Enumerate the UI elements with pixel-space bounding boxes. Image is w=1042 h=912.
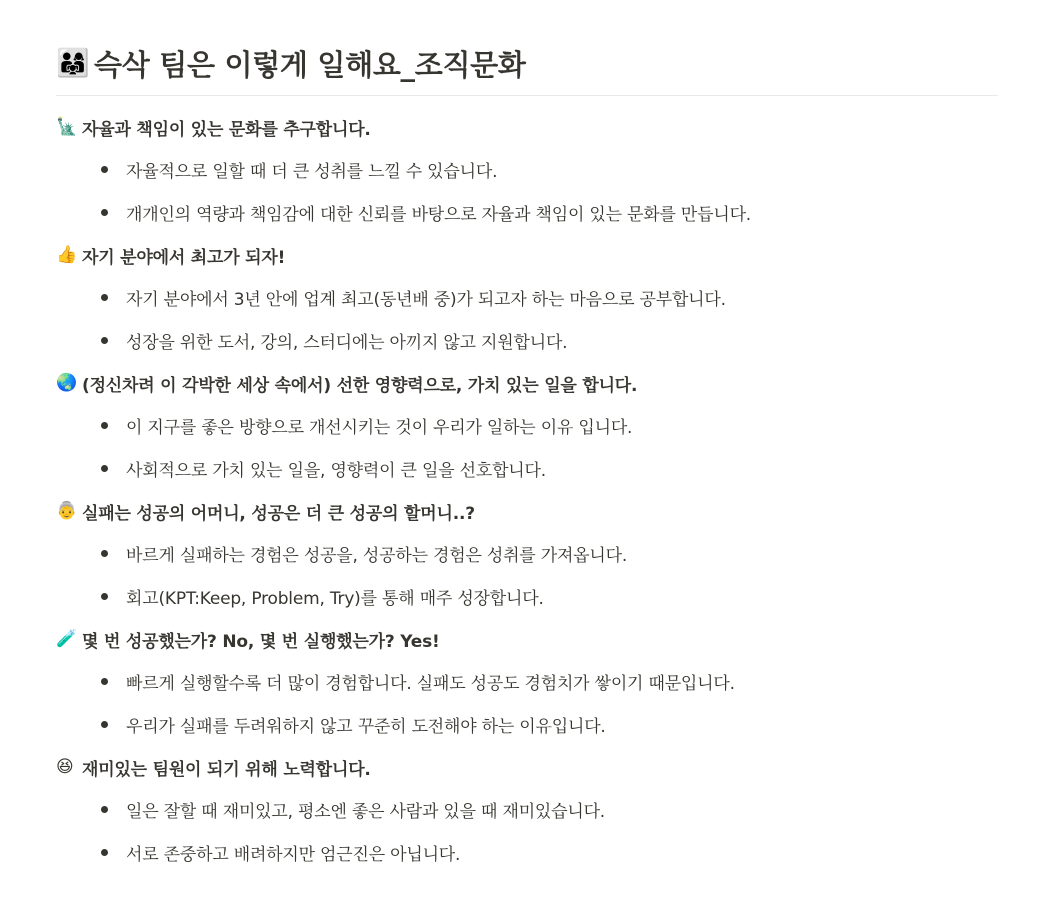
bullet-dot-icon [101, 721, 108, 728]
bullet-list [56, 532, 998, 618]
section-heading-text: 자기 분야에서 최고가 되자! [82, 247, 286, 268]
test-tube-icon: 🧪 [56, 628, 77, 649]
bullet-dot-icon [101, 166, 108, 173]
bullet-dot-icon [101, 550, 108, 557]
bullet-item[interactable] [56, 703, 998, 746]
bullet-item[interactable] [56, 660, 998, 703]
bullet-text: 우리가 실패를 두려워하지 않고 꾸준히 도전해야 하는 이유입니다. [126, 717, 606, 737]
globe-icon: 🌏 [56, 372, 77, 393]
section [56, 746, 998, 874]
family-icon[interactable]: 👨‍👩‍👧 [56, 47, 90, 79]
bullet-list [56, 148, 998, 234]
bullet-text: 이 지구를 좋은 방향으로 개선시키는 것이 우리가 일하는 이유 입니다. [126, 418, 633, 438]
bullet-dot-icon [101, 465, 108, 472]
bullet-item[interactable] [56, 447, 998, 490]
bullet-text: 회고(KPT:Keep, Problem, Try)를 통해 매주 성장합니다. [126, 589, 544, 609]
bullet-text: 바르게 실패하는 경험은 성공을, 성공하는 경험은 성취를 가져옵니다. [126, 546, 628, 566]
section [56, 618, 998, 746]
thumbs-up-icon: 👍 [56, 244, 77, 265]
bullet-dot-icon [101, 337, 108, 344]
sections [56, 106, 998, 874]
section-heading[interactable] [56, 362, 998, 404]
page-title-row [56, 38, 998, 88]
bullet-text: 서로 존중하고 배려하지만 엄근진은 아닙니다. [126, 845, 461, 865]
statue-of-liberty-icon: 🗽 [56, 116, 77, 137]
section-heading[interactable] [56, 234, 998, 276]
section-heading-text: 재미있는 팀원이 되기 위해 노력합니다. [82, 759, 371, 780]
bullet-list [56, 404, 998, 490]
bullet-item[interactable] [56, 191, 998, 234]
bullet-dot-icon [101, 209, 108, 216]
section-heading[interactable] [56, 618, 998, 660]
section-heading-text: 자율과 책임이 있는 문화를 추구합니다. [82, 119, 371, 140]
section-heading[interactable] [56, 106, 998, 148]
bullet-dot-icon [101, 593, 108, 600]
bullet-text: 빠르게 실행할수록 더 많이 경험합니다. 실패도 성공도 경험치가 쌓이기 때문입니다. [126, 674, 735, 694]
bullet-list [56, 788, 998, 874]
bullet-text: 사회적으로 가치 있는 일을, 영향력이 큰 일을 선호합니다. [126, 461, 546, 481]
bullet-text: 자기 분야에서 3년 안에 업계 최고(동년배 중)가 되고자 하는 마음으로 공부합니다. [126, 290, 726, 310]
laughing-face-icon: 😆 [56, 756, 74, 777]
bullet-dot-icon [101, 678, 108, 685]
bullet-item[interactable] [56, 276, 998, 319]
bullet-item[interactable] [56, 831, 998, 874]
bullet-text: 자율적으로 일할 때 더 큰 성취를 느낄 수 있습니다. [126, 162, 498, 182]
section-heading[interactable] [56, 490, 998, 532]
bullet-item[interactable] [56, 319, 998, 362]
bullet-text: 개개인의 역량과 책임감에 대한 신뢰를 바탕으로 자율과 책임이 있는 문화를 만듭니다. [126, 205, 752, 225]
section [56, 490, 998, 618]
grandmother-icon: 👵 [56, 500, 77, 521]
section [56, 234, 998, 362]
section [56, 106, 998, 234]
bullet-list [56, 660, 998, 746]
bullet-item[interactable] [56, 788, 998, 831]
bullet-item[interactable] [56, 148, 998, 191]
bullet-dot-icon [101, 422, 108, 429]
section-heading-text: 실패는 성공의 어머니, 성공은 더 큰 성공의 할머니..? [82, 503, 475, 524]
section-heading[interactable] [56, 746, 998, 788]
page-content [56, 38, 998, 874]
title-divider [56, 95, 998, 96]
bullet-dot-icon [101, 294, 108, 301]
bullet-dot-icon [101, 806, 108, 813]
bullet-list [56, 276, 998, 362]
bullet-text: 성장을 위한 도서, 강의, 스터디에는 아끼지 않고 지원합니다. [126, 333, 568, 353]
bullet-item[interactable] [56, 532, 998, 575]
bullet-item[interactable] [56, 404, 998, 447]
page-title[interactable]: 슥삭 팀은 이렇게 일해요_조직문화 [94, 47, 526, 82]
bullet-text: 일은 잘할 때 재미있고, 평소엔 좋은 사람과 있을 때 재미있습니다. [126, 802, 606, 822]
bullet-dot-icon [101, 849, 108, 856]
section [56, 362, 998, 490]
section-heading-text: 몇 번 성공했는가? No, 몇 번 실행했는가? Yes! [82, 631, 440, 652]
bullet-item[interactable] [56, 575, 998, 618]
section-heading-text: (정신차려 이 각박한 세상 속에서) 선한 영향력으로, 가치 있는 일을 합니다. [82, 375, 638, 396]
